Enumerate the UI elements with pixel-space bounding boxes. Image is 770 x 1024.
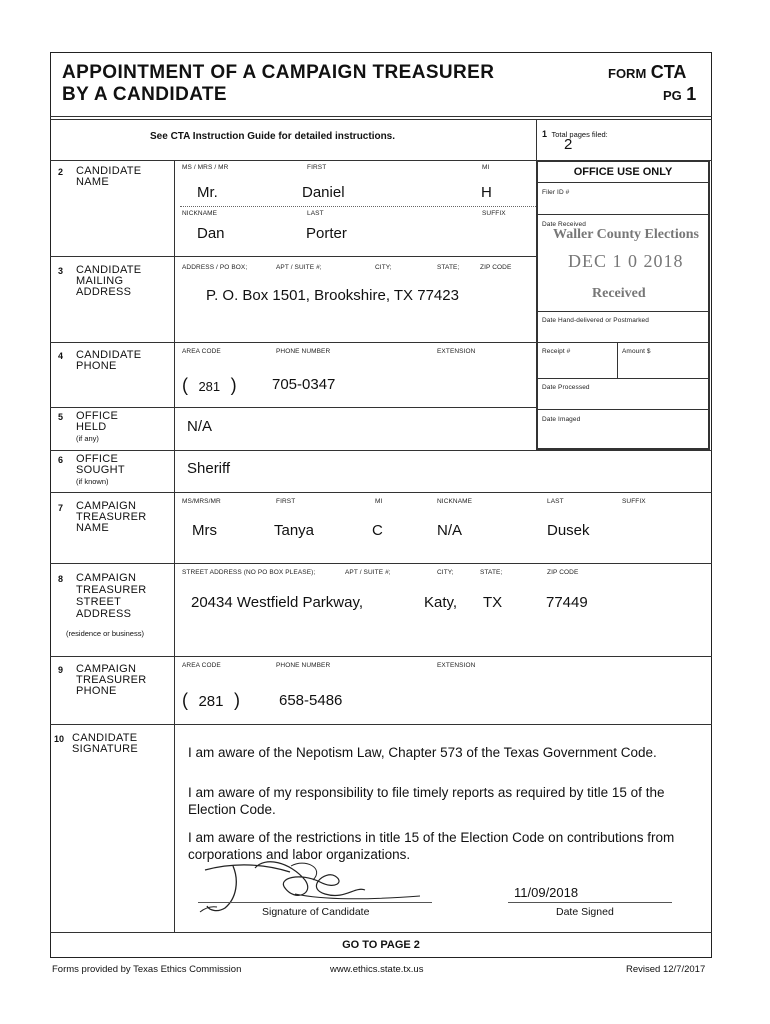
candidate-last-name: Porter [306,225,347,242]
section-number: 7 [58,503,64,513]
section-note: (if any) [76,434,99,443]
field-label: SUFFIX [622,498,646,505]
dotted-divider [180,206,536,207]
field-label: EXTENSION [437,662,476,669]
office-held-value: N/A [187,418,213,435]
instructions: See CTA Instruction Guide for detailed instructions. [150,131,396,142]
section-note: (if known) [76,477,109,486]
field-label: APT / SUITE #; [345,569,391,576]
rule [50,342,536,343]
field-label: MI [482,164,490,171]
field-label: LAST [307,210,324,217]
rule [617,342,618,378]
field-label: SUFFIX [482,210,506,217]
total-pages-value: 2 [564,136,573,153]
form-title-line1: APPOINTMENT OF A CAMPAIGN TREASURER [62,62,495,83]
candidate-area-code: ( 281 ) [182,375,237,395]
section-label: SIGNATURE [72,743,139,755]
treasurer-middle-initial: C [372,522,383,539]
section-label: PHONE [76,360,117,372]
section-label: CANDIDATE [76,349,142,361]
treasurer-salutation: Mrs [192,522,217,539]
office-use-title: OFFICE USE ONLY [573,166,673,178]
rule [536,342,710,343]
rule [50,119,712,120]
section-label: CANDIDATE [76,264,142,276]
field-label: NICKNAME [182,210,218,217]
candidate-middle-initial: H [481,184,492,201]
footer-url[interactable]: www.ethics.state.tx.us [330,964,424,975]
field-label: ZIP CODE [480,264,512,271]
section-number: 9 [58,665,64,675]
total-pages-label: 1 Total pages filed: [542,129,608,139]
section-label: STREET [76,596,122,608]
section-label: NAME [76,176,109,188]
section-number: 2 [58,167,64,177]
stamp-date: DEC 1 0 2018 [568,251,684,271]
filer-id-label: Filer ID # [542,189,570,196]
field-label: STATE; [480,569,503,576]
field-label: AREA CODE [182,662,221,669]
section-label: CAMPAIGN [76,663,137,675]
rule [50,492,712,493]
field-label: FIRST [276,498,296,505]
section-number: 8 [58,574,64,584]
section-label: CANDIDATE [72,732,138,744]
rule [50,450,712,451]
rule [536,378,710,379]
page-number: PG 1 [663,84,697,104]
office-sought-value: Sheriff [187,460,231,477]
field-label: LAST [547,498,564,505]
section-number: 10 [54,734,65,744]
rule [536,409,710,410]
treasurer-street: 20434 Westfield Parkway, [191,594,364,611]
goto-page-2: GO TO PAGE 2 [342,939,420,951]
candidate-nickname: Dan [197,225,225,242]
stamp-received: Received [592,286,646,301]
rule [536,182,710,183]
section-label: PHONE [76,685,117,697]
footer-provider: Forms provided by Texas Ethics Commission [52,964,242,975]
field-label: MS / MRS / MR [182,164,229,171]
treasurer-nickname: N/A [437,522,463,539]
date-signed-value: 11/09/2018 [514,885,579,900]
rule [50,656,712,657]
candidate-first-name: Daniel [302,184,345,201]
treasurer-area-code: ( 281 ) [182,690,240,710]
candidate-mailing-address: P. O. Box 1501, Brookshire, TX 77423 [206,287,459,304]
rule [536,311,710,312]
date-processed-label: Date Processed [542,384,590,391]
footer-revised: Revised 12/7/2017 [626,964,706,975]
section-label: OFFICE [76,410,119,422]
field-label: STREET ADDRESS (NO PO BOX PLEASE); [182,569,316,576]
label-column-divider [174,160,175,932]
field-label: CITY; [375,264,392,271]
section-number: 6 [58,455,64,465]
amount-label: Amount $ [622,348,651,355]
field-label: APT / SUITE #; [276,264,322,271]
section-number: 4 [58,351,64,361]
section-number: 3 [58,266,64,276]
field-label: ZIP CODE [547,569,579,576]
section-label: ADDRESS [76,286,132,298]
form-code: FORM CTA [608,62,687,82]
field-label: STATE; [437,264,460,271]
candidate-salutation: Mr. [197,184,218,201]
treasurer-city: Katy, [424,594,458,611]
signature-line [198,902,432,903]
contributions-statement: I am aware of the restrictions in title 15 of the Election Code on contributions from corporations and labor organizations. [188,830,675,862]
signature-label: Signature of Candidate [262,906,370,918]
field-label: PHONE NUMBER [276,662,331,669]
reports-statement: I am aware of my responsibility to file timely reports as required by title 15 of the Election Code. [188,785,665,817]
field-label: MI [375,498,383,505]
section-number: 5 [58,412,64,422]
date-imaged-label: Date Imaged [542,416,581,423]
rule [50,116,712,117]
treasurer-first-name: Tanya [274,522,315,539]
field-label: CITY; [437,569,454,576]
section-label: OFFICE [76,453,119,465]
rule [536,214,710,215]
section-label: HELD [76,421,107,433]
field-label: EXTENSION [437,348,476,355]
section-label: TREASURER [76,584,147,596]
section-label: ADDRESS [76,608,132,620]
field-label: AREA CODE [182,348,221,355]
candidate-phone-number: 705-0347 [272,376,336,393]
rule [536,119,537,160]
treasurer-last-name: Dusek [547,522,590,539]
section-label: CAMPAIGN [76,572,137,584]
rule [50,407,536,408]
rule [50,724,712,725]
office-use-box [536,160,710,450]
section-label: TREASURER [76,511,147,523]
field-label: MS/MRS/MR [182,498,221,505]
section-label: CAMPAIGN [76,500,137,512]
section-label: MAILING [76,275,124,287]
hand-delivered-label: Date Hand-delivered or Postmarked [542,317,649,324]
form-title-line2: BY A CANDIDATE [62,84,227,105]
rule [50,256,536,257]
section-label: CANDIDATE [76,165,142,177]
treasurer-phone-number: 658-5486 [279,692,343,709]
section-label: NAME [76,522,109,534]
nepotism-statement: I am aware of the Nepotism Law, Chapter 573 of the Texas Government Code. [188,745,657,760]
field-label: PHONE NUMBER [276,348,331,355]
field-label: ADDRESS / PO BOX; [182,264,248,271]
section-label: TREASURER [76,674,147,686]
section-note: (residence or business) [66,629,144,638]
date-line [508,902,672,903]
receipt-label: Receipt # [542,348,571,355]
date-signed-label: Date Signed [556,906,614,918]
rule [50,563,712,564]
section-label: SOUGHT [76,464,125,476]
field-label: FIRST [307,164,327,171]
date-received-label: Date Received [542,221,586,228]
treasurer-zip: 77449 [546,594,588,611]
field-label: NICKNAME [437,498,473,505]
treasurer-state: TX [483,594,503,611]
rule [50,932,712,933]
stamp-county: Waller County Elections [553,227,699,242]
